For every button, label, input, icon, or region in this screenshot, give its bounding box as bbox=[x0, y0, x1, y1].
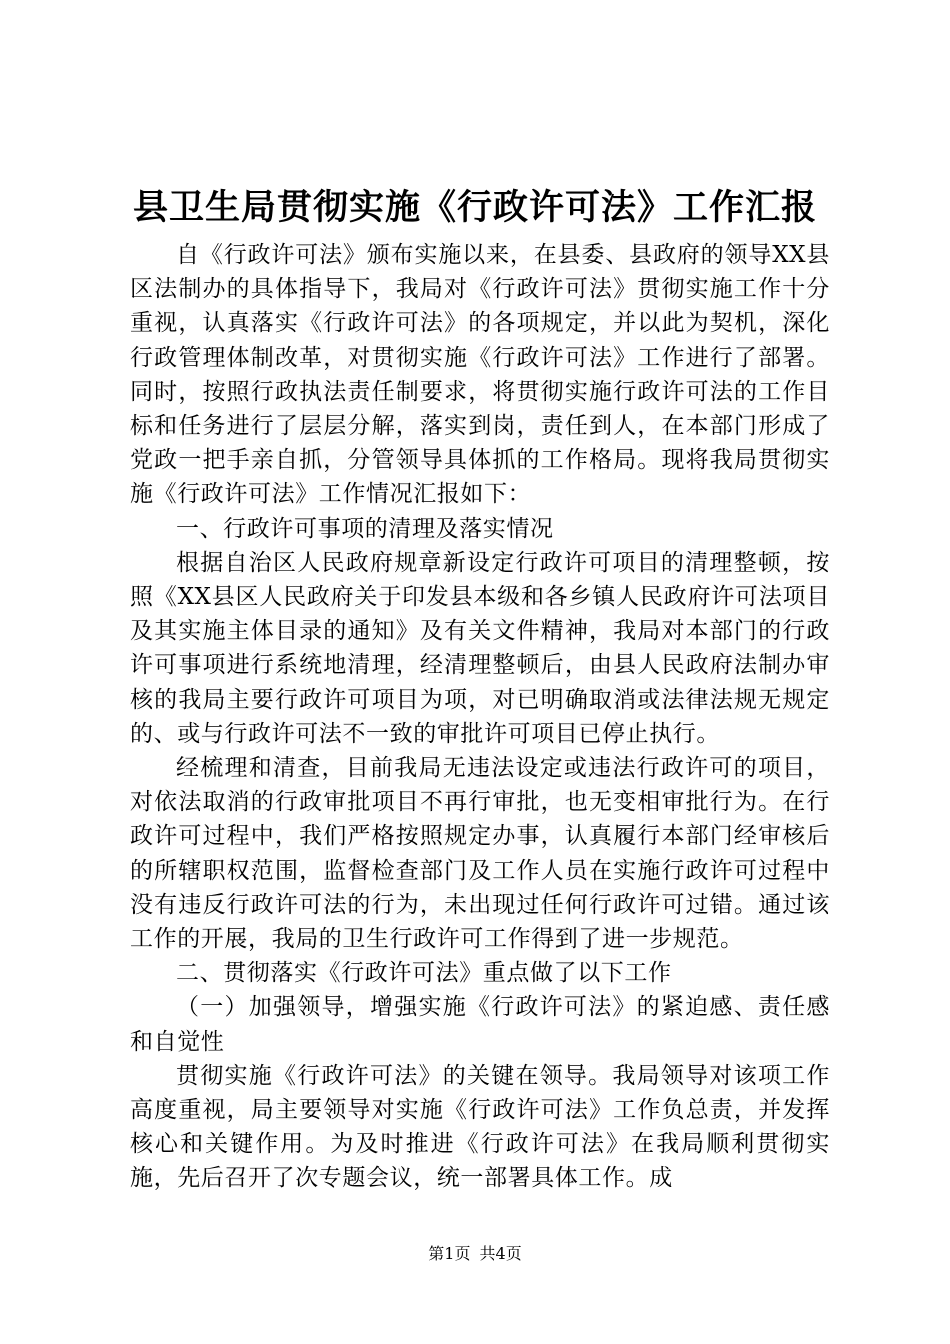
subsection-heading-1: （一）加强领导，增强实施《行政许可法》的紧迫感、责任感和自觉性 bbox=[130, 994, 830, 1055]
paragraph-intro: 自《行政许可法》颁布实施以来，在县委、县政府的领导XX县区法制办的具体指导下，我局对《行政许可法》贯彻实施工作十分重视，认真落实《行政许可法》的各项规定，并以此为契机，深化行政管理体制改革，对贯彻实施《行政许可法》工作进行了部署。同时，按照行政执法责任制要求，将贯彻实施行政许可法的工作目标和任务进行了层层分解，落实到岗，责任到人，在本部门形成了党政一把手亲自抓，分管领导具体抓的工作格局。现将我局贯彻实施《行政许可法》工作情况汇报如下： bbox=[130, 242, 830, 508]
section-heading-2: 二、贯彻落实《行政许可法》重点做了以下工作 bbox=[176, 960, 672, 987]
page-number: 第1页 bbox=[428, 1244, 471, 1263]
document-title: 县卫生局贯彻实施《行政许可法》工作汇报 bbox=[132, 187, 817, 228]
section-heading-1: 一、行政许可事项的清理及落实情况 bbox=[176, 515, 554, 542]
paragraph-leadership: 贯彻实施《行政许可法》的关键在领导。我局领导对该项工作高度重视，局主要领导对实施《行政许可法》工作负总责，并发挥核心和关键作用。为及时推进《行政许可法》在我局顺利贯彻实施，先后召开了次专题会议，统一部署具体工作。成 bbox=[130, 1062, 830, 1192]
paragraph-cleanup: 根据自治区人民政府规章新设定行政许可项目的清理整顿，按照《XX县区人民政府关于印发县本级和各乡镇人民政府许可法项目及其实施主体目录的通知》及有关文件精神，我局对本部门的行政许可事项进行系统地清理，经清理整顿后，由县人民政府法制办审核的我局主要行政许可项目为项，对已明确取消或法律法规无规定的、或与行政许可法不一致的审批许可项目已停止执行。 bbox=[130, 549, 830, 747]
page-total: 共4页 bbox=[479, 1244, 522, 1263]
page-footer bbox=[0, 1243, 950, 1265]
document-body bbox=[130, 238, 830, 1196]
paragraph-review: 经梳理和清查，目前我局无违法设定或违法行政许可的项目，对依法取消的行政审批项目不再行审批，也无变相审批行为。在行政许可过程中，我们严格按照规定办事，认真履行本部门经审核后的所辖职权范围，监督检查部门及工作人员在实施行政许可过程中没有违反行政许可法的行为，未出现过任何行政许可过错。通过该工作的开展，我局的卫生行政许可工作得到了进一步规范。 bbox=[130, 755, 830, 953]
